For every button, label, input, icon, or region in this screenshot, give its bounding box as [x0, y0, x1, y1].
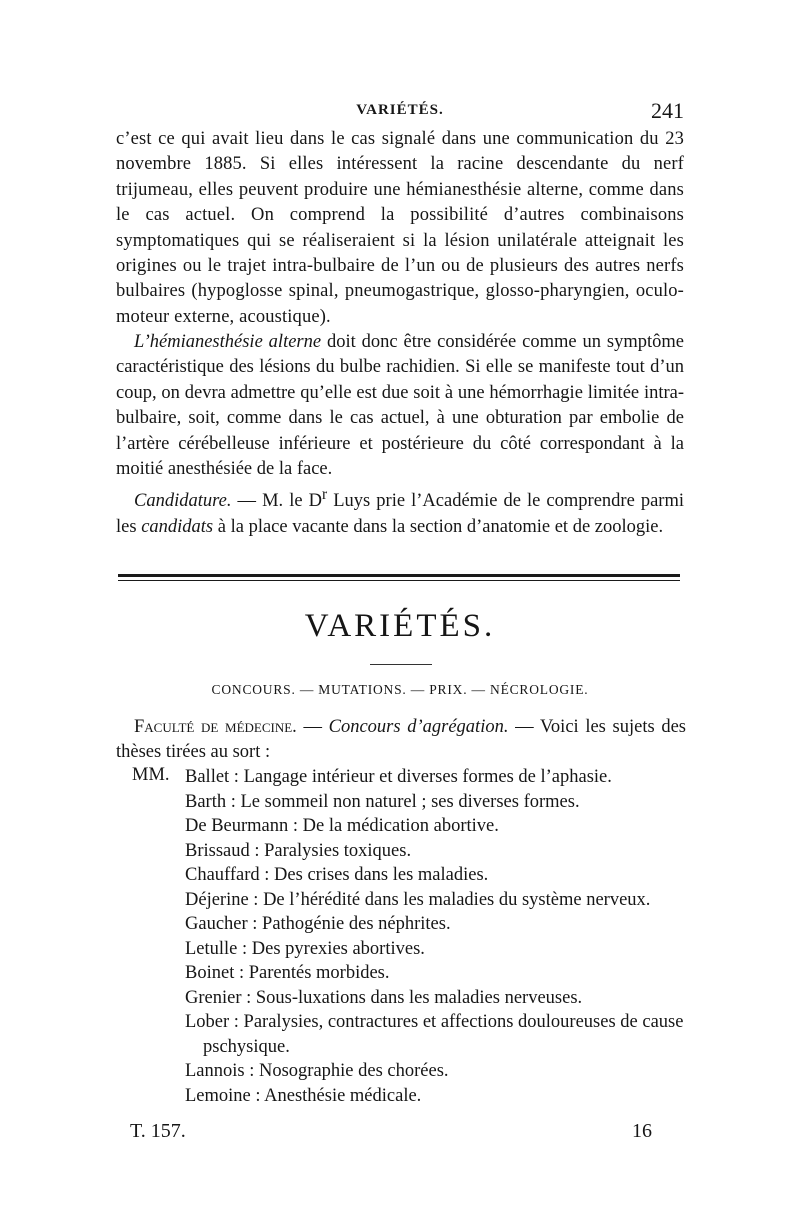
list-item: Brissaud : Paralysies toxiques.	[185, 840, 412, 861]
list-item: Letulle : Des pyrexies abortives.	[185, 938, 425, 959]
list-item: Ballet : Langage intérieur et diverses formes de l’aphasie.	[185, 767, 612, 787]
running-head	[116, 98, 684, 124]
list-item: Lannois : Nosographie des chorées.	[185, 1061, 449, 1081]
faculty-label: Faculté de médecine.	[134, 717, 297, 737]
doctor-superscript: r	[322, 486, 328, 503]
intro-text: — Voici les sujets des thèses tirées au sort :	[116, 717, 686, 762]
paragraph-hemianesthesie	[116, 330, 684, 482]
intro-dash: —	[296, 717, 329, 737]
intro-paragraph	[116, 715, 686, 765]
list-item: Lemoine : Anesthésie médicale.	[185, 1085, 422, 1106]
term-candidature: Candidature.	[134, 491, 232, 512]
list-item: Déjerine : De l’hérédité dans les maladies du système nerveux.	[185, 889, 651, 910]
section-divider-thick	[118, 574, 680, 577]
list-prefix: MM.	[132, 765, 170, 785]
page-number: 241	[651, 98, 684, 123]
list-item: Barth : Le sommeil non naturel ; ses diverses formes.	[185, 791, 580, 812]
candidature-text-b: Luys prie l’Académie de le comprendre parmi les	[116, 491, 684, 537]
paragraph-continuation: c’est ce qui avait lieu dans le cas signalé dans une communication du 23 novembre 1885. Si elles intéressent la racine descendante du nerf trijumeau, elles peuvent produire une hémianesthésie alterne, comme dans le cas actuel. On comprend la possibilité d’autres combinaisons symptomatiques qui se réaliseraient si la lésion unilatérale atteignait les origines ou le trajet intra-bulbaire de l’un ou de plusieurs des autres nerfs bulbaires (hypoglosse spinal, pneumogastrique, glosso-pharyngien, oculo-moteur externe, acoustique).	[116, 129, 684, 327]
list-item: De Beurmann : De la médication abortive.	[185, 816, 499, 836]
concours-label: Concours d’agrégation.	[328, 717, 509, 737]
list-item: Boinet : Parentés morbides.	[185, 963, 390, 983]
signature-mark: 16	[632, 1120, 652, 1142]
paragraph-candidature	[116, 482, 684, 540]
thesis-list	[185, 765, 695, 1108]
list-item: Grenier : Sous-luxations dans les maladies nerveuses.	[185, 987, 583, 1008]
tome-label: T. 157.	[130, 1120, 186, 1142]
running-title: VARIÉTÉS.	[356, 102, 444, 118]
paragraph-hemianesthesie-text: doit donc être considérée comme un symptôme caractéristique des lésions du bulbe rachidien. Si elle se manifeste tout d’un coup, on devra admettre qu’elle est due soit à une hémorrhagie limitée intra-bulbaire, soit, comme dans le cas actuel, à une obturation par embolie de l’artère cérébelleuse inférieure et postérieure du côté correspondant à la moitié anesthésiée de la face.	[116, 332, 684, 480]
section-title: VARIÉTÉS.	[304, 608, 496, 644]
term-hemianesthesie: L’hémianesthésie alterne	[134, 332, 322, 352]
candidature-text-a: — M. le D	[231, 491, 323, 512]
candidature-text-c: à la place vacante dans la section d’anatomie et de zoologie.	[213, 516, 664, 537]
list-item: Chauffard : Des crises dans les maladies.	[185, 865, 489, 885]
list-item: Gaucher : Pathogénie des néphrites.	[185, 914, 451, 934]
section-subheads: CONCOURS. — MUTATIONS. — PRIX. — NÉCROLOGIE.	[211, 682, 589, 697]
term-candidats: candidats	[141, 516, 214, 537]
list-item: Lober : Paralysies, contractures et affections douloureuses de cause pschysique.	[185, 1012, 684, 1057]
section-divider-thin	[118, 580, 680, 581]
title-underline	[370, 664, 432, 665]
